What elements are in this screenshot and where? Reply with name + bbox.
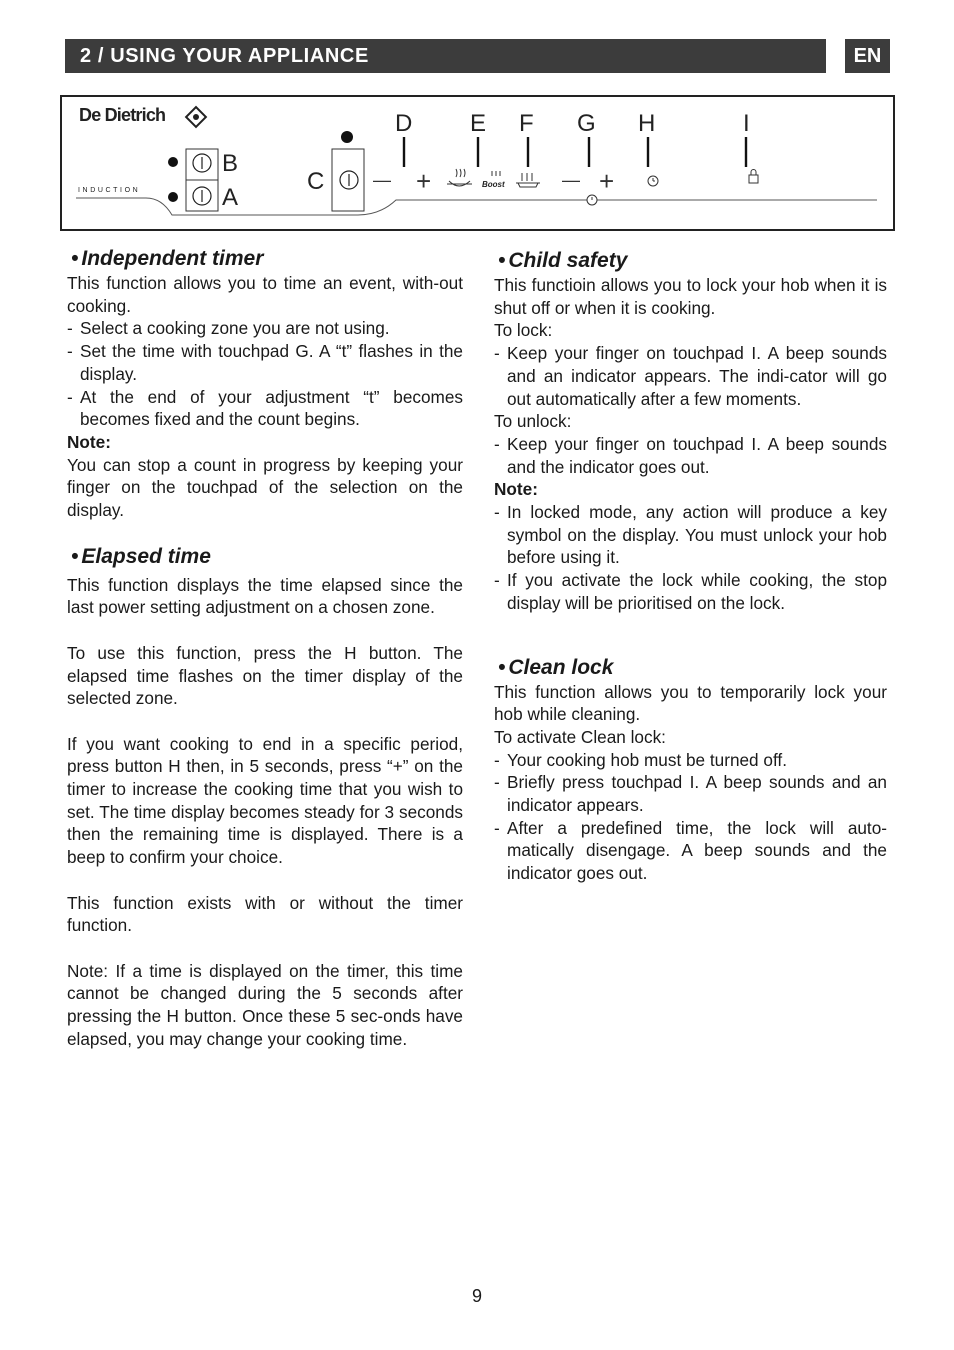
boost-icon[interactable] <box>482 171 505 189</box>
list-item: - Set the time with touchpad G. A “t” flashes in the display. <box>67 341 463 384</box>
lock-label: To lock: <box>494 320 553 341</box>
label-h: H <box>638 110 656 137</box>
elapsed-time-paragraph: This function exists with or without the timer function. <box>67 892 463 936</box>
right-column <box>494 248 887 885</box>
child-safety-title: • Child safety <box>498 249 628 272</box>
list-item: - Briefly press touchpad I. A beep sounds and an indicator appears. <box>494 772 887 816</box>
list-item: - In locked mode, any action will produce a key symbol on the display. You must unlock your hob before using it. <box>494 502 887 568</box>
note-label: Note: <box>67 431 111 452</box>
independent-timer-title: • Independent timer <box>71 247 264 270</box>
power-button-b[interactable] <box>193 154 211 172</box>
independent-timer-intro: This function allows you to time an event, with-out cooking. <box>67 273 463 316</box>
pan-icon[interactable] <box>516 173 540 187</box>
power-plus-button[interactable]: + <box>416 166 432 196</box>
section-header: 2 / USING YOUR APPLIANCE <box>65 39 826 73</box>
list-item: - After a predefined time, the lock will auto-matically disengage. A beep sounds and the indicator goes out. <box>494 817 887 884</box>
list-item: - Keep your finger on touchpad I. A beep sounds and the indicator goes out. <box>494 433 887 477</box>
label-c: C <box>307 168 325 195</box>
list-item: - Keep your finger on touchpad I. A beep sounds and an indicator appears. The indi-cator will go out automatically after a few moments. <box>494 343 887 409</box>
label-d: D <box>395 110 413 137</box>
left-column <box>67 246 463 1050</box>
elapsed-time-paragraph: To use this function, press the H button. The elapsed time flashes on the timer display of the selected zone. <box>67 642 463 709</box>
label-g: G <box>577 110 596 137</box>
indicator-dot-b <box>168 157 178 167</box>
indicator-dot-a <box>168 192 178 202</box>
clean-lock-title: • Clean lock <box>498 655 614 679</box>
note-label: Note: <box>494 479 538 500</box>
list-item: - At the end of your adjustment “t” becomes becomes fixed and the count begins. <box>67 386 463 430</box>
label-i: I <box>743 110 750 137</box>
label-a: A <box>222 184 239 211</box>
elapsed-time-paragraph: If you want cooking to end in a specific period, press button H then, in 5 seconds, press “+” on the timer to increase the cooking time that you wish to set. The time display becomes steady for 3 seconds then the remaining time is displayed. There is a beep to confirm your choice. <box>67 733 463 868</box>
independent-timer-note: You can stop a count in progress by keeping your finger on the touchpad of the selection on the display. <box>67 454 463 521</box>
timer-plus-button[interactable]: + <box>599 166 615 196</box>
elapsed-time-title: • Elapsed time <box>71 544 211 568</box>
elapsed-time-paragraph: Note: If a time is displayed on the timer, this time cannot be changed during the 5 seconds after pressing the H button. Once these 5 sec-onds have elapsed, you may change your cooking time. <box>67 960 463 1049</box>
power-minus-button[interactable]: — <box>373 170 391 190</box>
activate-label: To activate Clean lock: <box>494 726 666 747</box>
clean-lock-intro: This function allows you to temporarily lock your hob while cleaning. <box>494 681 887 725</box>
list-item: - Select a cooking zone you are not using. <box>67 318 390 339</box>
lock-icon[interactable] <box>749 170 758 184</box>
brand-logo-text: De Dietrich <box>79 105 166 125</box>
label-b: B <box>222 150 239 177</box>
hob-edge-line <box>76 198 877 215</box>
list-item: - Your cooking hob must be turned off. <box>494 749 787 770</box>
indicator-dot-c <box>341 131 353 143</box>
timer-dial-icon <box>587 195 597 205</box>
power-button-a[interactable] <box>193 187 211 205</box>
label-e: E <box>470 110 487 137</box>
label-f: F <box>519 110 534 137</box>
keep-warm-icon[interactable] <box>447 169 472 186</box>
child-safety-intro: This functioin allows you to lock your hob when it is shut off or when it is cooking. <box>494 275 887 318</box>
boost-label: Boost <box>482 180 505 189</box>
unlock-label: To unlock: <box>494 411 572 432</box>
timer-minus-button[interactable]: — <box>562 170 580 190</box>
language-badge: EN <box>845 39 890 73</box>
elapsed-time-icon[interactable] <box>648 176 658 186</box>
brand-diamond-icon <box>186 107 206 127</box>
control-panel-diagram <box>60 95 895 231</box>
main-power-button[interactable] <box>340 171 358 189</box>
page-number: 9 <box>471 1286 482 1306</box>
list-item: - If you activate the lock while cooking, the stop display will be prioritised on the lock. <box>494 570 887 613</box>
elapsed-time-paragraph: This function displays the time elapsed since the last power setting adjustment on a chosen zone. <box>67 574 463 618</box>
induction-label: INDUCTION <box>78 187 141 194</box>
